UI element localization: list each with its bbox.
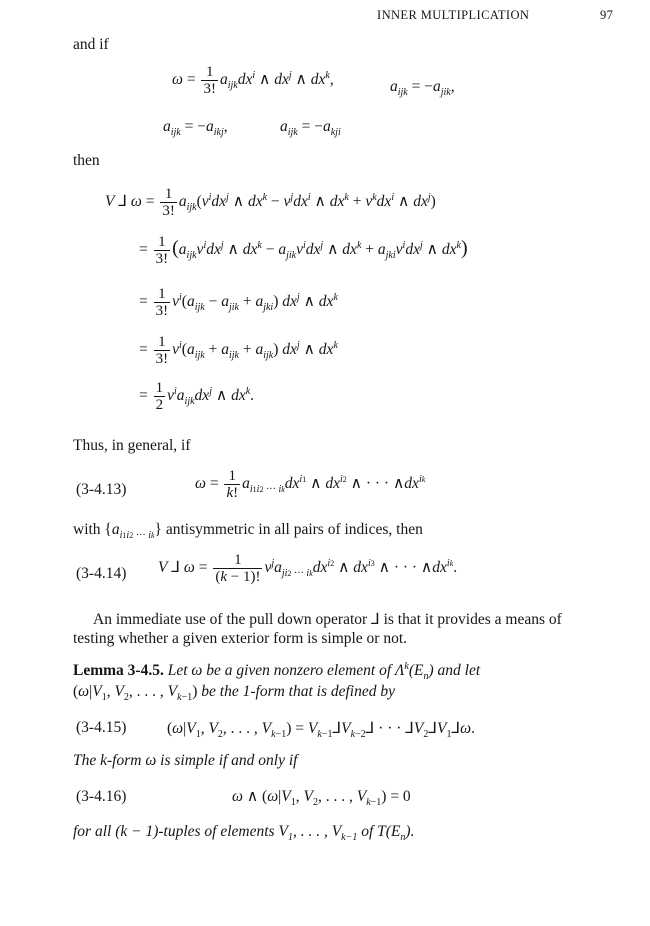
running-title: INNER MULTIPLICATION [377, 8, 530, 22]
equation-antisym-2: $a_{ijk} = -a_{ikj}$, [163, 118, 228, 139]
equation-label-15: (3-4.15) [76, 719, 127, 736]
paragraph-pull-down-line-1: An immediate use of the pull down operator ⅃ is that it provides a means of [93, 611, 562, 628]
text-kform-simple: The k-form ω is simple if and only if [73, 752, 298, 769]
derivation-line-4: = $\frac{1}{3!}$ $v^i(a_{ijk} + a_{ijk} + a_{ijk})$ $dx^j$ ∧ $dx^k$ [139, 334, 338, 367]
text-and-if: and if [73, 36, 109, 53]
derivation-line-2: = $\frac{1}{3!}$ ($a_{ijk}v^idx^j$ ∧ $dx^k - a_{jik}v^idx^j$ ∧ $dx^k + a_{jki}v^idx^j$ ∧ $dx^k$) [139, 234, 468, 267]
lemma-statement-line-1: Lemma 3-4.5. Let ω be a given nonzero element of $\Lambda^k(E_n)$ and let [73, 660, 481, 683]
text-thus: Thus, in general, if [73, 437, 191, 454]
equation-3-4-14: V ⅃ ω = $\frac{1}{(k - 1)!}$ $v^ja_{ji2 \cdot\cdot\cdot ik}dx^{i2}$ ∧ $dx^{i3}$ ∧ · · · $\wedge dx^{ik}$. [158, 552, 458, 585]
text-with-antisymmetric: with $\{a_{i1i2 \cdot\cdot\cdot ik}\}$ antisymmetric in all pairs of indices, then [73, 521, 423, 542]
lemma-label: Lemma 3-4.5. [73, 662, 164, 679]
equation-label-14: (3-4.14) [76, 565, 127, 582]
equation-3-4-13: ω = $\frac{1}{k!}$ $a_{i1i2 \cdot\cdot\cdot ik}dx^{i1}$ ∧ $dx^{i2}$ ∧ · · · $\wedge dx^{ik}$ [195, 468, 426, 501]
text-for-all-tuples: for all (k − 1)-tuples of elements $V_1$, . . . , $V_{k-1}$ of $T(E_n)$. [73, 823, 415, 844]
lemma-statement-line-2: ($\omega|V_1$, $V_2$, . . . , $V_{k-1}$) be the 1-form that is defined by [73, 683, 395, 704]
equation-omega-3form: ω = $\frac{1}{3!}$ $a_{ijk}dx^i$ ∧ $dx^j$ ∧ $dx^k$, [172, 64, 334, 97]
page-number: 97 [600, 8, 614, 22]
equation-label-13: (3-4.13) [76, 481, 127, 498]
equation-3-4-15: ($\omega|V_1$, $V_2$, . . . , $V_{k-1}$) = $V_{k-1}⅃V_{k-2}⅃$ · · · $⅃V_2⅃V_1⅃\omega$. [167, 720, 475, 741]
equation-label-16: (3-4.16) [76, 788, 127, 805]
paragraph-pull-down-line-2: testing whether a given exterior form is simple or not. [73, 630, 408, 647]
derivation-line-5: = $\frac{1}{2}$ $v^ia_{ijk}dx^j$ ∧ $dx^k$. [139, 380, 255, 413]
equation-antisym-3: $a_{ijk} = -a_{kji}$ [280, 118, 341, 139]
derivation-line-3: = $\frac{1}{3!}$ $v^i(a_{ijk} - a_{jik} + a_{jki})$ $dx^j$ ∧ $dx^k$ [139, 286, 338, 319]
text-then: then [73, 152, 100, 169]
equation-3-4-16: ω ∧ ($\omega|V_1$, $V_2$, . . . , $V_{k-1}) = 0$ [232, 788, 411, 809]
equation-antisym-1: $a_{ijk} = -a_{jik}$, [390, 78, 455, 99]
derivation-line-1: V ⅃ ω = $\frac{1}{3!}$ $a_{ijk}(v^idx^j$ ∧ $dx^k - v^jdx^i$ ∧ $dx^k + v^kdx^i$ ∧ $dx^j$) [105, 186, 436, 219]
